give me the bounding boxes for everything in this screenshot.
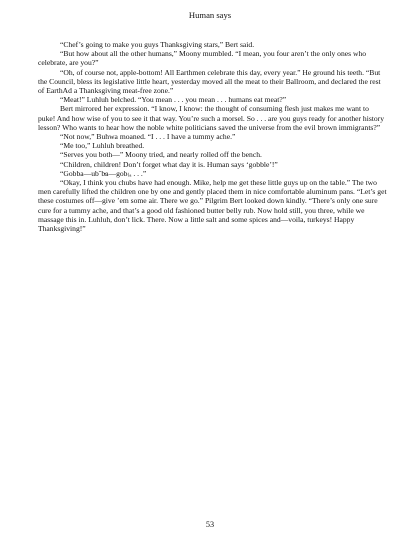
body-text	[38, 40, 388, 233]
paragraph: “Meat!” Luhluh belched. “You mean . . . you mean . . . humans eat meat?”	[60, 95, 287, 105]
paragraph: “Children, children! Don’t forget what day it is. Human says ‘gobble’!”	[60, 159, 278, 169]
paragraph: “Me too,” Luhluh breathed.	[60, 141, 145, 151]
running-header: Human says	[188, 10, 232, 20]
page-number: 53	[205, 520, 215, 529]
paragraph: “But how about all the other humans,” Moony mumbled. “I mean, you four aren’t the only ones who celebrate, are you?”	[38, 49, 367, 68]
paragraph: “Chef’s going to make you guys Thanksgiving stars,” Bert said.	[60, 40, 255, 49]
paragraph: “Gobba—ubˇb̴a—gob₍ₐ . . .”	[60, 168, 147, 178]
paragraph: “Oh, of course not, apple-bottom! All Earthmen celebrate this day, every year.” He ground his teeth. “But the Council, bless its legislative little heart, yesterday moved all the meat to their Ballroom, and declared the rest of EarthAd a Thanksgiving meat-free zone.”	[38, 67, 381, 96]
paragraph: “Serves you both—” Moony tried, and nearly rolled off the bench.	[60, 150, 262, 160]
paragraph: “Not now,” Buhwa moaned. “I . . . I have a tummy ache.”	[60, 132, 236, 142]
paragraph: “Okay, I think you chubs have had enough. Mike, help me get these little guys up on the table.” The two men carefully lifted the children one by one and gently placed them in nice comfortable aluminum pans. “Let’s get these costumes off—give ’em some air. There we go.” Pilgrim Bert looked down kindly. “There’s only one sure cure for a tummy ache, and that’s a good old fashioned butter belly rub. Now hold still, you three, while we massage this in. Luhluh, don’t lick. There. Now a little salt and some spices and—voila, turkeys! Happy Thanksgiving!”	[38, 178, 387, 234]
paragraph: Bert mirrored her expression. “I know, I know: the thought of consuming flesh just makes me want to puke! And how wise of you to see it that way. You’re such a morsel. So . . . are you guys ready for another history lesson? Who wants to hear how the noble white politicians saved the universe from the evil brown immigrants?”	[38, 104, 385, 132]
